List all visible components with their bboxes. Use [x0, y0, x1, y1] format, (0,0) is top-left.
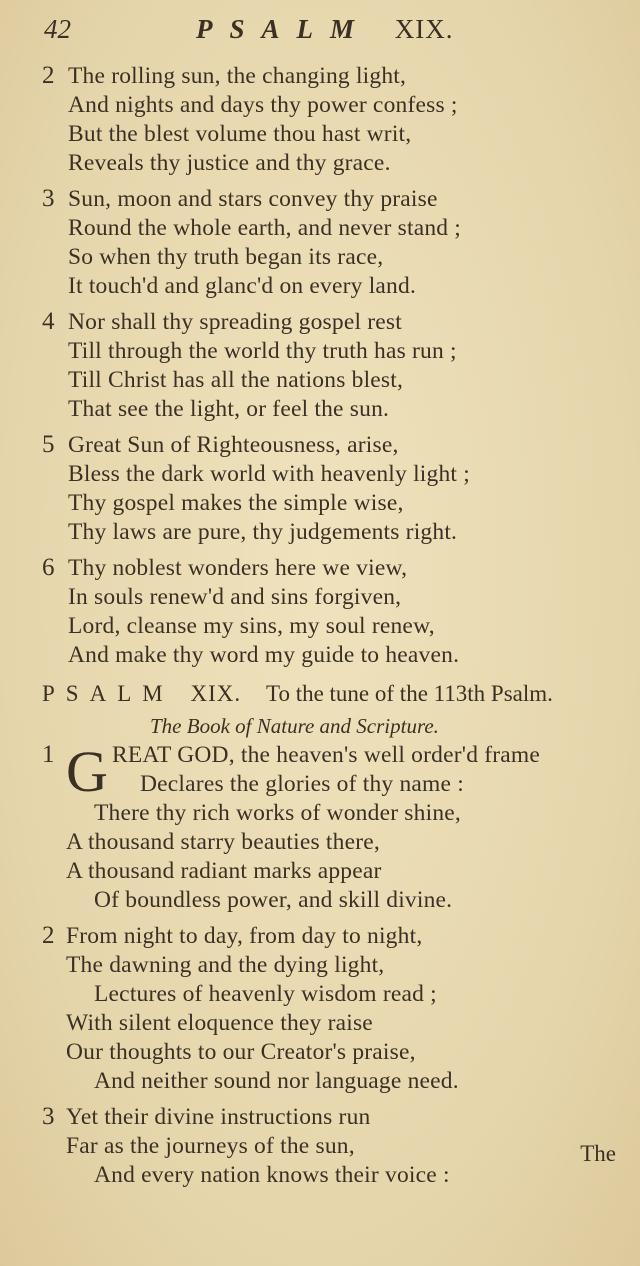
verse-line: Great Sun of Righteousness, arise,	[68, 432, 399, 458]
verse-line: It touch'd and glanc'd on every land.	[68, 273, 417, 299]
verse-line: Far as the journeys of the sun,	[66, 1133, 355, 1159]
verse-line: And nights and days thy power confess ;	[68, 92, 458, 118]
running-head-label: PSALM	[196, 14, 372, 44]
verse-line: And make thy word my guide to heaven.	[68, 642, 460, 668]
stanza	[0, 308, 640, 424]
page-text	[0, 62, 640, 1190]
verse-line: Sun, moon and stars convey thy praise	[68, 186, 438, 212]
verse-line: Yet their divine instructions run	[66, 1104, 371, 1130]
psalm-heading	[0, 677, 640, 711]
stanza-number: 4	[42, 308, 55, 335]
verse-line: But the blest volume thou hast writ,	[68, 121, 412, 147]
verse-line: So when thy truth began its race,	[68, 244, 384, 270]
verse-line: Till Christ has all the nations blest,	[68, 367, 404, 393]
verse-line: There thy rich works of wonder shine,	[94, 800, 461, 826]
verse-line: Reveals thy justice and thy grace.	[68, 150, 391, 176]
page-header	[0, 14, 640, 54]
catchword: The	[580, 1141, 616, 1166]
verse-line: And every nation knows their voice :	[94, 1162, 450, 1188]
stanza-number: 3	[42, 185, 55, 212]
drop-cap: G	[66, 739, 108, 804]
verse-line: From night to day, from day to night,	[66, 923, 423, 949]
verse-line: Thy laws are pure, thy judgements right.	[68, 519, 458, 545]
stanza	[0, 1103, 640, 1190]
tune-note: To the tune of the 113th Psalm.	[266, 681, 553, 706]
verse-line: The dawning and the dying light,	[66, 952, 385, 978]
verse-line: Nor shall thy spreading gospel rest	[68, 309, 402, 335]
stanza	[0, 185, 640, 301]
verse-line: With silent eloquence they raise	[66, 1010, 373, 1036]
verse-line: Thy noblest wonders here we view,	[68, 555, 408, 581]
verse-line: Lord, cleanse my sins, my soul renew,	[68, 613, 435, 639]
stanza-number: 1	[42, 741, 55, 768]
verse-line: Round the whole earth, and never stand ;	[68, 215, 462, 241]
stanza-number: 3	[42, 1103, 55, 1130]
verse-line: Till through the world thy truth has run ;	[68, 338, 457, 364]
stanza	[0, 554, 640, 670]
stanza	[0, 922, 640, 1096]
verse-line: And neither sound nor language need.	[94, 1068, 459, 1094]
stanza-number: 6	[42, 554, 55, 581]
verse-line: The rolling sun, the changing light,	[68, 63, 407, 89]
running-head	[196, 14, 454, 45]
verse-line: That see the light, or feel the sun.	[68, 396, 390, 422]
psalm-heading-label: PSALM	[42, 681, 174, 706]
verse-line: Bless the dark world with heavenly light ;	[68, 461, 470, 487]
psalm-heading-title	[42, 677, 241, 711]
stanza-number: 5	[42, 431, 55, 458]
verse-line: Our thoughts to our Creator's praise,	[66, 1039, 416, 1065]
verse-line: Of boundless power, and skill divine.	[94, 887, 453, 913]
verse-line: Declares the glories of thy name :	[140, 771, 464, 797]
psalm-heading-numeral: XIX.	[190, 681, 242, 706]
verse-line: A thousand starry beauties there,	[66, 829, 380, 855]
psalm-subtitle: The Book of Nature and Scripture.	[150, 714, 439, 738]
verse-line: In souls renew'd and sins forgiven,	[68, 584, 402, 610]
stanza	[0, 431, 640, 547]
stanza-number: 2	[42, 922, 55, 949]
verse-line: Lectures of heavenly wisdom read ;	[94, 981, 437, 1007]
verse-line: REAT GOD, the heaven's well order'd frame	[112, 742, 541, 768]
verse-line: Thy gospel makes the simple wise,	[68, 490, 404, 516]
stanza	[0, 62, 640, 178]
page-number: 42	[44, 14, 71, 44]
stanza-number: 2	[42, 62, 55, 89]
running-head-numeral: XIX.	[394, 14, 454, 44]
verse-line: A thousand radiant marks appear	[66, 858, 382, 884]
stanza	[0, 741, 640, 915]
